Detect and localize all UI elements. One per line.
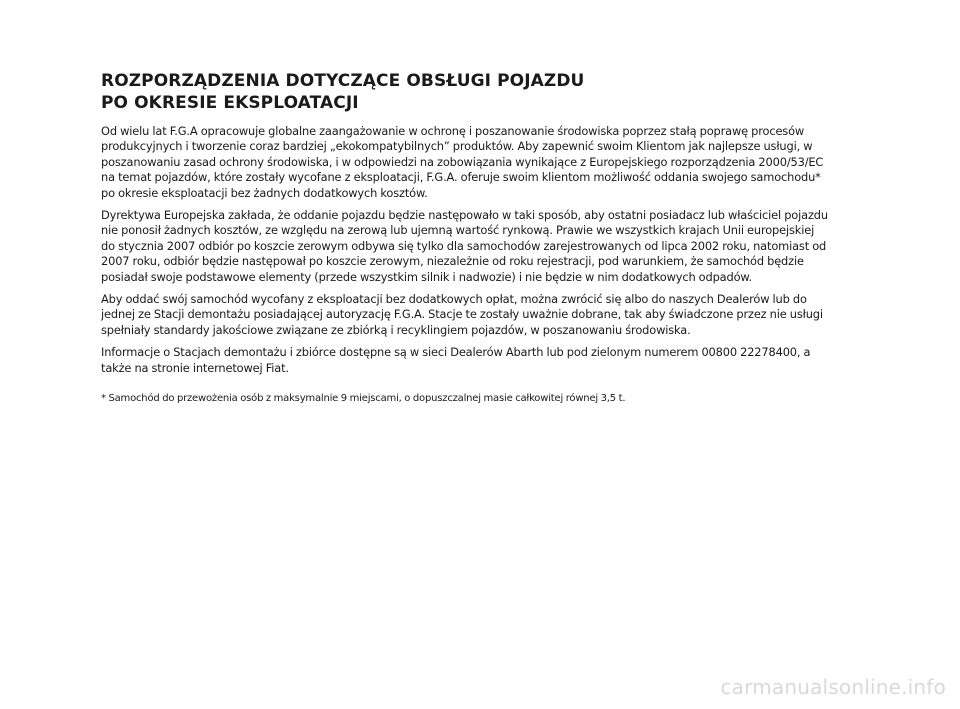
watermark: carmanualsonline.info (720, 675, 946, 699)
page-title-line-2: PO OKRESIE EKSPLOATACJI (101, 93, 359, 113)
paragraph-directive: Dyrektywa Europejska zakłada, że oddanie pojazdu będzie następowało w taki sposób, aby ostatni posiadacz lub właściciel pojazdu nie ponosił żadnych kosztów, ze względu na zerową lub ujemną wartość rynkową. Prawie we wszystkich krajach Unii europejskiej do stycznia 2007 odbiór po koszcie zerowym odbywa się tylko dla samochodów zarejestrowanych od lipca 2002 roku, natomiast od 2007 roku, odbiór będzie następował po koszcie zerowym, niezależnie od roku rejestracji, pod warunkiem, że samochód będzie posiadał swoje podstawowe elementy (przede wszystkim silnik i nadwozie) i nie będzie w nim dodatkowych odpadów. (101, 208, 828, 284)
paragraph-information: Informacje o Stacjach demontażu i zbiórce dostępne są w sieci Dealerów Abarth lub pod zielonym numerem 00800 22278400, a także na stronie internetowej Fiat. (101, 345, 811, 375)
page-title-line-1: ROZPORZĄDZENIA DOTYCZĄCE OBSŁUGI POJAZDU (101, 71, 585, 91)
footnote: * Samochód do przewożenia osób z maksymalnie 9 miejscami, o dopuszczalnej masie całkowitej równej 3,5 t. (101, 393, 626, 405)
paragraph-intro: Od wielu lat F.G.A opracowuje globalne zaangażowanie w ochronę i poszanowanie środowiska poprzez stałą poprawę procesów produkcyjnych i tworzenie coraz bardziej „ekokompatybilnych” produktów. Aby zapewnić swoim Klientom jak najlepsze usługi, w poszanowaniu zasad ochrony środowiska, i w odpowiedzi na zobowiązania wynikające z Europejskiego rozporządzenia 2000/53/EC na temat pojazdów, które zostały wycofane z eksploatacji, F.G.A. oferuje swoim klientom możliwość oddania swojego samochodu* po okresie eksploatacji bez żadnych dodatkowych kosztów. (101, 124, 824, 200)
document-page (101, 70, 831, 415)
page-title (101, 70, 831, 114)
paragraph-return-vehicle: Aby oddać swój samochód wycofany z eksploatacji bez dodatkowych opłat, można zwrócić się albo do naszych Dealerów lub do jednej ze Stacji demontażu posiadającej autoryzację F.G.A. Stacje te zostały uważnie dobrane, tak aby świadczone przez nie usługi spełniały standardy jakościowe związane ze zbiórką i recyklingiem pojazdów, w poszanowaniu środowiska. (101, 292, 823, 337)
